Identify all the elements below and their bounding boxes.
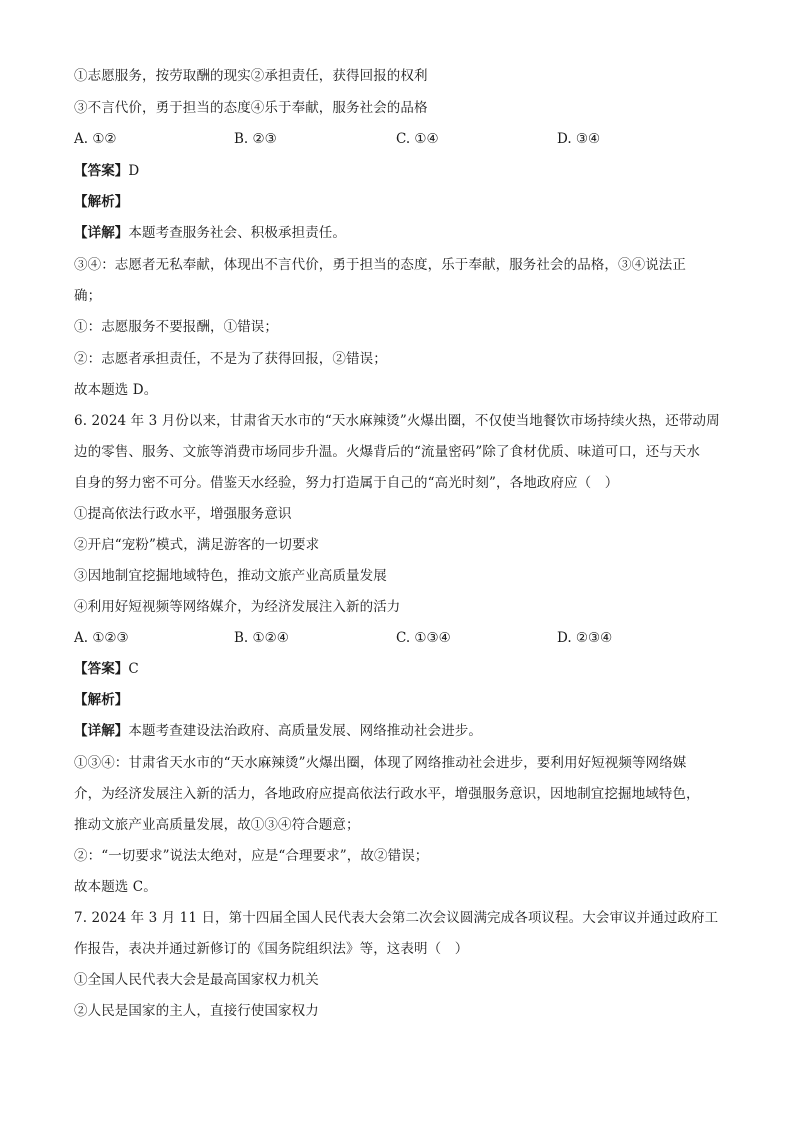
q5-statement-1-2: ①志愿服务，按劳取酬的现实②承担责任，获得回报的权利 (74, 68, 428, 84)
q7-stem-2: 作报告，表决并通过新修订的《国务院组织法》等，这表明（ ） (74, 941, 469, 957)
q6-option-b: B. ①②④ (234, 630, 289, 646)
q5-detail-label: 【详解】 (74, 225, 129, 241)
q5-conclusion: 故本题选 D。 (74, 382, 158, 398)
q7-statement-1: ①全国人民代表大会是最高国家权力机关 (74, 972, 319, 988)
q6-explanation-2: ②：“一切要求”说法太绝对，应是“合理要求”，故②错误； (74, 848, 429, 864)
q5-explanation-1b: 确； (74, 288, 102, 304)
q6-stem-3: 自身的努力密不可分。借鉴天水经验，努力打造属于自己的“高光时刻”，各地政府应（ ） (74, 475, 619, 491)
q5-option-d: D. ③④ (557, 131, 601, 147)
q5-option-b: B. ②③ (234, 131, 277, 147)
q6-statement-2: ②开启“宠粉”模式，满足游客的一切要求 (74, 537, 320, 553)
q6-answer-label: 【答案】 (74, 661, 129, 677)
q6-statement-1: ①提高依法行政水平，增强服务意识 (74, 506, 292, 522)
q6-answer-value: C (128, 661, 139, 677)
q6-stem-2: 边的零售、服务、文旅等消费市场同步升温。火爆背后的“流量密码”除了食材优质、味道可口，还与天水 (74, 444, 701, 460)
q6-analysis-label: 【解析】 (74, 692, 129, 708)
q6-statement-3: ③因地制宜挖掘地域特色，推动文旅产业高质量发展 (74, 568, 387, 584)
q6-stem-1: 6. 2024 年 3 月份以来，甘肃省天水市的“天水麻辣烫”火爆出圈，不仅使当地餐饮市场持续火热，还带动周 (74, 413, 720, 429)
q7-stem-1: 7. 2024 年 3 月 11 日，第十四届全国人民代表大会第二次会议圆满完成各项议程。大会审议并通过政府工 (74, 910, 719, 926)
q6-answer-line (74, 660, 139, 678)
q6-detail-text: 本题考查建设法治政府、高质量发展、网络推动社会进步。 (128, 723, 483, 739)
q5-detail-line (74, 224, 346, 242)
q7-statement-2: ②人民是国家的主人，直接行使国家权力 (74, 1003, 319, 1019)
q6-explanation-1b: 介，为经济发展注入新的活力，各地政府应提高依法行政水平，增强服务意识，因地制宜挖掘地域特色， (74, 786, 700, 802)
q6-explanation-1c: 推动文旅产业高质量发展，故①③④符合题意； (74, 817, 360, 833)
q6-option-a: A. ①②③ (74, 630, 129, 646)
q5-analysis-label: 【解析】 (74, 194, 129, 210)
q6-detail-label: 【详解】 (74, 723, 129, 739)
q6-explanation-1a: ①③④：甘肃省天水市的“天水麻辣烫”火爆出圈，体现了网络推动社会进步，要利用好短视频等网络媒 (74, 755, 687, 771)
q5-explanation-3: ②：志愿者承担责任，不是为了获得回报，②错误； (74, 351, 387, 367)
q5-option-a: A. ①② (74, 131, 117, 147)
q5-answer-label: 【答案】 (74, 163, 129, 179)
q6-option-c: C. ①③④ (396, 630, 451, 646)
q5-statement-3-4: ③不言代价，勇于担当的态度④乐于奉献，服务社会的品格 (74, 100, 428, 116)
q5-answer-value: D (128, 163, 140, 179)
q5-explanation-1a: ③④：志愿者无私奉献，体现出不言代价，勇于担当的态度，乐于奉献，服务社会的品格，③④说法正 (74, 257, 686, 273)
q6-option-d: D. ②③④ (557, 630, 613, 646)
q6-statement-4: ④利用好短视频等网络媒介，为经济发展注入新的活力 (74, 599, 401, 615)
q5-option-c: C. ①④ (396, 131, 439, 147)
q5-explanation-2: ①：志愿服务不要报酬，①错误； (74, 319, 278, 335)
q6-conclusion: 故本题选 C。 (74, 879, 157, 895)
q5-detail-text: 本题考查服务社会、积极承担责任。 (128, 225, 347, 241)
q6-detail-line (74, 722, 482, 740)
q5-answer-line (74, 162, 139, 180)
